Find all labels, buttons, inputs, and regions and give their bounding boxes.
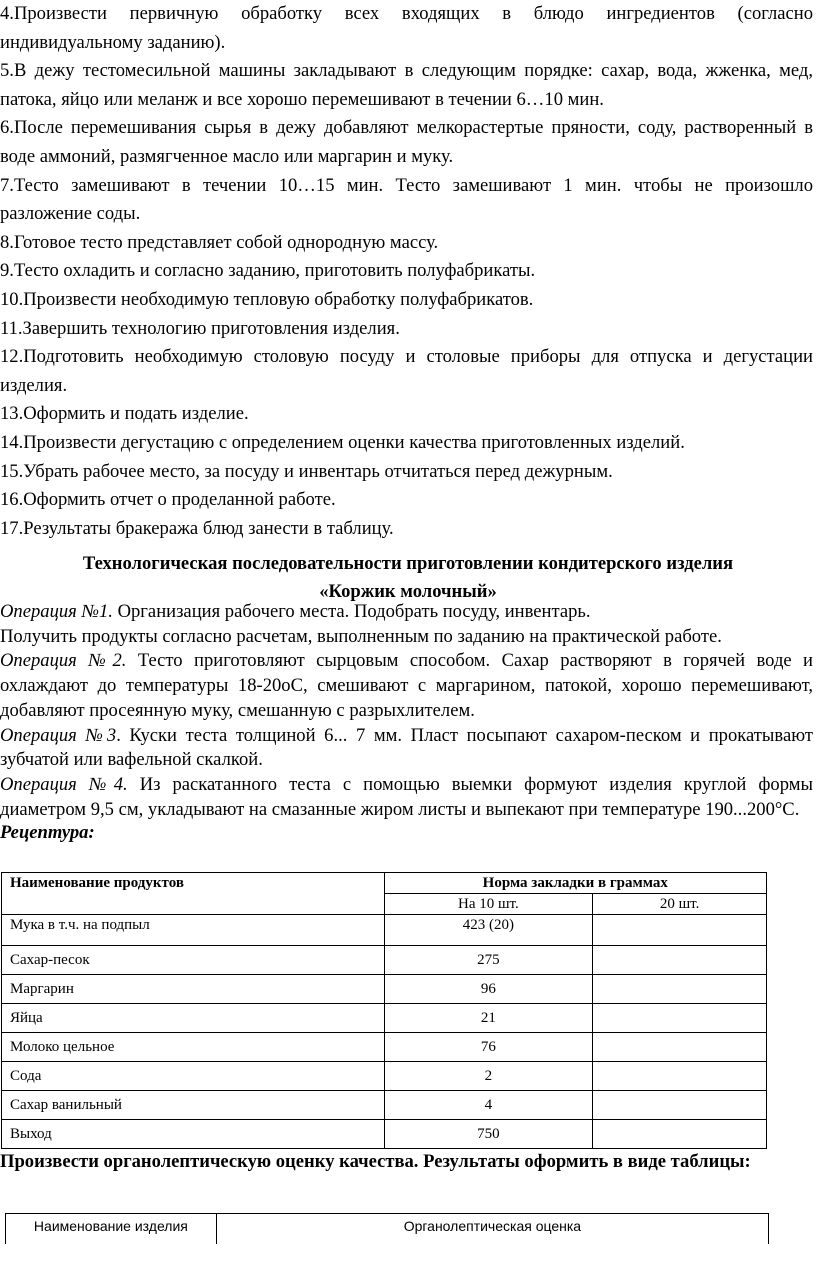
product-name: Мука в т.ч. на подпыл xyxy=(2,915,385,946)
section-title-line2: «Коржик молочный» xyxy=(319,581,497,602)
amount-20 xyxy=(593,1033,767,1062)
amount-10: 2 xyxy=(384,1062,593,1091)
organoleptic-heading: Произвести органолептическую оценку качества. Результаты оформить в виде таблицы: xyxy=(0,1151,751,1172)
table-row xyxy=(2,915,767,946)
step-14: 14.Произвести дегустацию с определением оценки качества приготовленных изделий. xyxy=(0,431,685,453)
operation-text: Из раскатанного теста с помощью выемки формуют изделия круглой формы диаметром 9,5 см, укладывают на смазанные жиром листы и выпекают при температуре 190...200°С. xyxy=(0,773,814,820)
organoleptic-heading-block xyxy=(0,1150,813,1174)
product-name: Выход xyxy=(2,1120,385,1149)
operation-1-continued xyxy=(0,625,813,650)
operation-text: Тесто приготовляют сырцовым способом. Сахар растворяют в горячей воде и охлаждают до температуры 18-20оС, смешивают с маргарином, патокой, хорошо перемешивают, добавляют просеянную муку, смешанную с разрыхлителем. xyxy=(0,650,813,721)
operation-text: Получить продукты согласно расчетам, выполненным по заданию на практической работе. xyxy=(0,625,722,647)
step-15: 15.Убрать рабочее место, за посуду и инвентарь отчитаться перед дежурным. xyxy=(0,460,613,482)
procedure-steps xyxy=(0,0,813,543)
recipe-table xyxy=(1,872,767,1149)
table-row xyxy=(2,1120,767,1149)
col-10-header: На 10 шт. xyxy=(384,894,593,915)
product-name: Сода xyxy=(2,1062,385,1091)
table-row xyxy=(2,1033,767,1062)
amount-10: 275 xyxy=(384,946,593,975)
col-item-name-header: Наименование изделия xyxy=(6,1214,217,1245)
amount-20 xyxy=(593,1004,767,1033)
step-11: 11.Завершить технологию приготовления изделия. xyxy=(0,317,400,339)
table-row xyxy=(2,1091,767,1120)
operation-label: Операция №4. xyxy=(0,773,128,795)
table-row xyxy=(2,1062,767,1091)
amount-10: 76 xyxy=(384,1033,593,1062)
product-name: Маргарин xyxy=(2,975,385,1004)
step-7: 7.Тесто замешивают в течении 10…15 мин. Тесто замешивают 1 мин. чтобы не произошло разложение соды. xyxy=(0,174,813,225)
step-5: 5.В дежу тестомесильной машины закладывают в следующим порядке: сахар, вода, жженка, мед, патока, яйцо или меланж и все хорошо перемешивают в течении 6…10 мин. xyxy=(0,60,813,110)
amount-10: 21 xyxy=(384,1004,593,1033)
recipe-header-row xyxy=(2,873,767,894)
step-17: 17.Результаты бракеража блюд занести в таблицу. xyxy=(0,517,394,539)
product-name: Яйца xyxy=(2,1004,385,1033)
col-evaluation-header: Органолептическая оценка xyxy=(216,1214,768,1245)
operation-label: Операция №1. xyxy=(0,601,113,622)
amount-20 xyxy=(593,975,767,1004)
step-9: 9.Тесто охладить и согласно заданию, приготовить полуфабрикаты. xyxy=(0,260,536,282)
amount-20 xyxy=(593,1091,767,1120)
step-16: 16.Оформить отчет о проделанной работе. xyxy=(0,489,336,511)
step-12: 12.Подготовить необходимую столовую посуду и столовые приборы для отпуска и дегустации изделия. xyxy=(0,346,813,396)
step-8: 8.Готовое тесто представляет собой однородную массу. xyxy=(0,231,439,253)
amount-20 xyxy=(593,1062,767,1091)
table-row xyxy=(2,946,767,975)
amount-10: 96 xyxy=(384,975,593,1004)
organoleptic-header-row xyxy=(6,1214,769,1245)
amount-20 xyxy=(593,946,767,975)
col-product-header: Наименование продуктов xyxy=(2,873,385,915)
section-title xyxy=(0,550,816,606)
organoleptic-table xyxy=(5,1213,769,1244)
amount-20 xyxy=(593,1120,767,1149)
operation-label: Операция №2. xyxy=(0,650,127,672)
section-title-line1: Технологическая последовательности приготовлении кондитерского изделия xyxy=(82,553,734,574)
operation-text: Организация рабочего места. Подобрать посуду, инвентарь. xyxy=(112,601,591,622)
table-row xyxy=(2,1004,767,1033)
step-4: 4.Произвести первичную обработку всех входящих в блюдо ингредиентов (согласно индивидуальному заданию). xyxy=(0,3,813,53)
operation-2 xyxy=(0,649,813,723)
recipe-label: Рецептура: xyxy=(0,822,95,843)
operation-1 xyxy=(0,600,813,625)
operation-4 xyxy=(0,773,813,822)
product-name: Молоко цельное xyxy=(2,1033,385,1062)
operation-text: . Куски теста толщиной 6... 7 мм. Пласт посыпают сахаром-песком и прокатывают зубчатой или вафельной скалкой. xyxy=(0,724,813,771)
amount-10: 4 xyxy=(384,1091,593,1120)
table-row xyxy=(2,975,767,1004)
operations xyxy=(0,600,813,822)
amount-20 xyxy=(593,915,767,946)
step-6: 6.После перемешивания сырья в дежу добавляют мелкорастертые пряности, соду, растворенный в воде аммоний, размягченное масло или маргарин и муку. xyxy=(0,117,813,167)
step-13: 13.Оформить и подать изделие. xyxy=(0,403,249,425)
amount-10: 423 (20) xyxy=(384,915,593,946)
operation-3 xyxy=(0,724,813,773)
product-name: Сахар ванильный xyxy=(2,1091,385,1120)
step-10: 10.Произвести необходимую тепловую обработку полуфабрикатов. xyxy=(0,288,534,310)
col-norm-header: Норма закладки в граммах xyxy=(384,873,766,894)
col-20-header: 20 шт. xyxy=(593,894,767,915)
operation-label: Операция №3 xyxy=(0,724,117,746)
product-name: Сахар-песок xyxy=(2,946,385,975)
amount-10: 750 xyxy=(384,1120,593,1149)
